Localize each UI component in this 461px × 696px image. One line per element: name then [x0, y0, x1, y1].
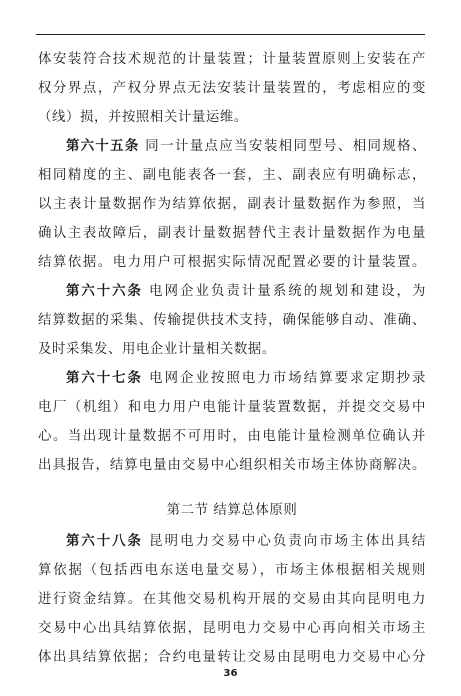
article-68-first-line: [38, 527, 426, 556]
text-line: 结算依据。电力用户可根据实际情况配置必要的计量装置。: [38, 255, 426, 270]
article-66-text: 电网企业负责计量系统的规划和建设，为: [149, 284, 426, 299]
header-rule: [36, 34, 425, 35]
article-67-first-line: [38, 364, 426, 393]
text-line: 心。当出现计量数据不可用时，由电能计量检测单位确认并: [38, 429, 426, 444]
text-line: 相同精度的主、副电能表各一套，主、副表应有明确标志，: [38, 168, 426, 183]
text-line: 进行资金结算。在其他交易机构开展的交易由其向昆明电力: [38, 592, 426, 607]
text-line: 结算数据的采集、传输提供技术支持，确保能够自动、准确、: [38, 313, 426, 328]
text-line: 权分界点，产权分界点无法安装计量装置的，考虑相应的变: [38, 81, 426, 96]
text-line: （线）损，并按照相关计量运维。: [38, 110, 248, 125]
article-65-text: 同一计量点应当安装相同型号、相同规格、: [145, 139, 426, 154]
text-line: 电厂（机组）和电力用户电能计量装置数据，并提交交易中: [38, 400, 426, 415]
text-line: 确认主表故障后，副表计量数据替代主表计量数据作为电量: [38, 226, 426, 241]
text-line: 体出具结算依据；合约电量转让交易由昆明电力交易中心分: [38, 650, 426, 665]
text-line: 及时采集发、用电企业计量相关数据。: [38, 342, 276, 357]
article-67-title: 第六十七条: [66, 371, 143, 386]
text-line: 体安装符合技术规范的计量装置；计量装置原则上安装在产: [38, 52, 426, 67]
text-line: 算依据（包括西电东送电量交易），市场主体根据相关规则: [38, 563, 426, 578]
article-66-title: 第六十六条: [66, 284, 143, 299]
page-number: 36: [223, 668, 238, 679]
text-line: 交易中心出具结算依据，昆明电力交易中心再向相关市场主: [38, 621, 426, 636]
article-67-text: 电网企业按照电力市场结算要求定期抄录: [149, 371, 426, 386]
text-line: 以主表计量数据作为结算依据，副表计量数据作为参照，当: [38, 197, 426, 212]
article-68-title: 第六十八条: [66, 534, 143, 549]
article-68-text: 昆明电力交易中心负责向市场主体出具结: [149, 534, 426, 549]
article-65-title: 第六十五条: [66, 139, 140, 154]
section-heading: 第二节 结算总体原则: [166, 503, 298, 518]
text-line: 出具报告，结算电量由交易中心组织相关市场主体协商解决。: [38, 458, 426, 473]
article-66-first-line: [38, 277, 426, 306]
article-65-first-line: [38, 132, 426, 161]
document-body: [38, 45, 426, 672]
